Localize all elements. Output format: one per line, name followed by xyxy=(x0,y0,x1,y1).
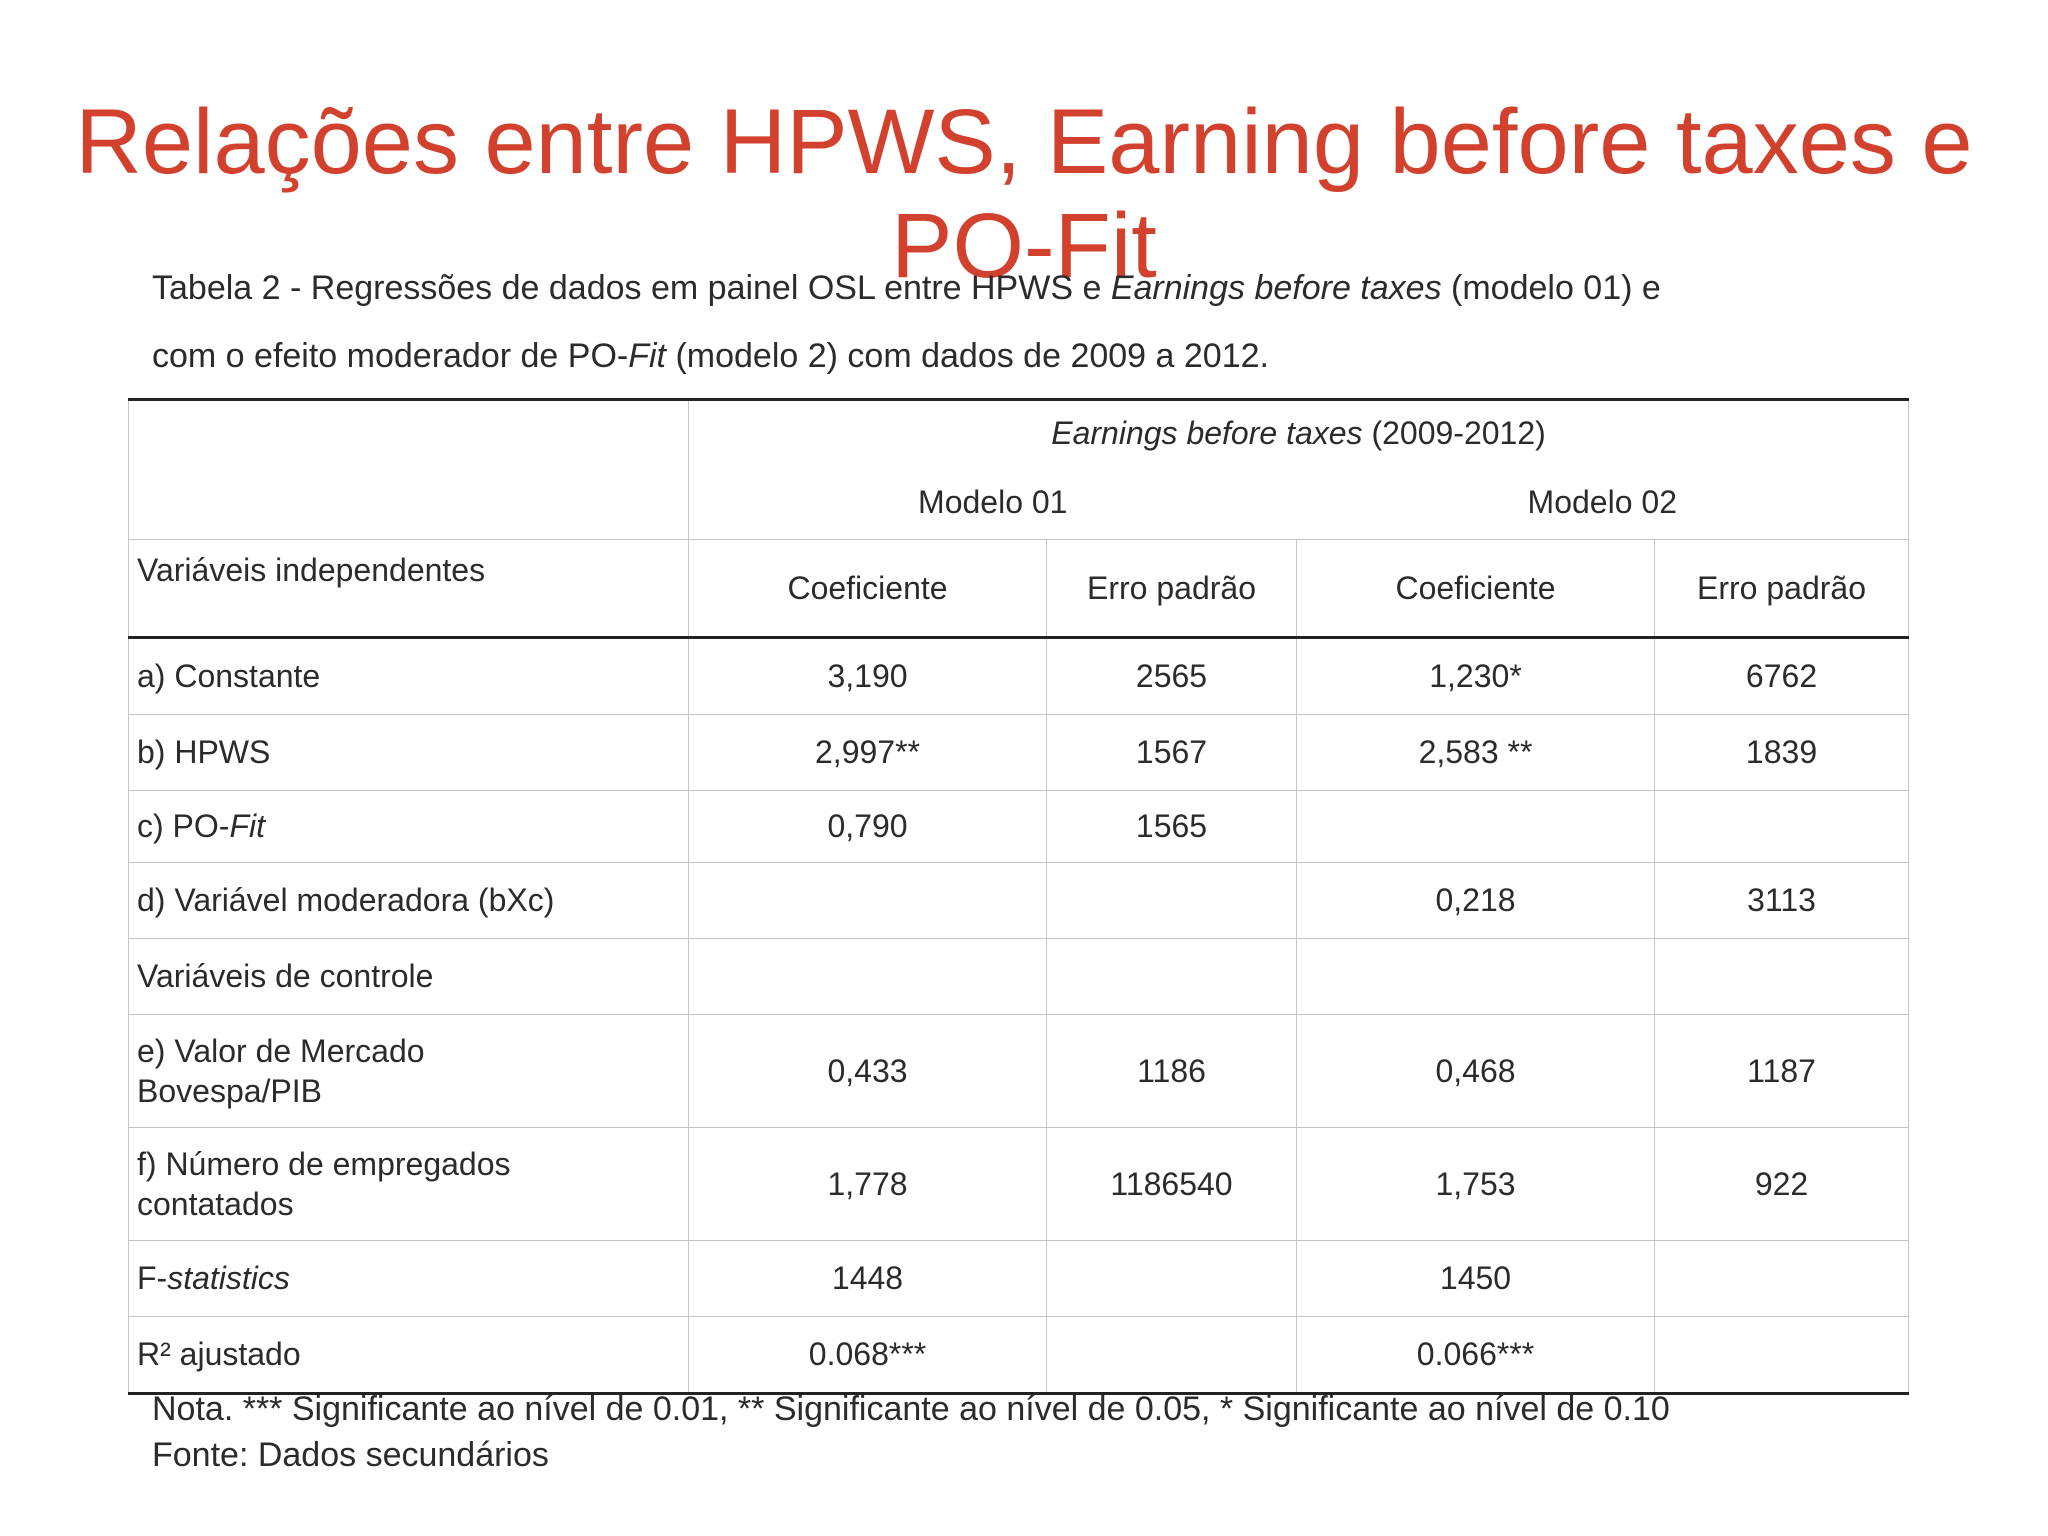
cell-coef-1: 2,997** xyxy=(689,715,1047,791)
table-row xyxy=(129,1128,1909,1241)
col-header-err-1: Erro padrão xyxy=(1047,540,1297,638)
cell-coef-2: 1,753 xyxy=(1297,1128,1655,1241)
cell-err-2 xyxy=(1655,791,1909,863)
cell-coef-2: 1,230* xyxy=(1297,638,1655,715)
cell-err-1: 2565 xyxy=(1047,638,1297,715)
cell-err-2 xyxy=(1655,939,1909,1015)
row-label: d) Variável moderadora (bXc) xyxy=(129,863,689,939)
row-label: f) Número de empregados contatados xyxy=(129,1128,689,1241)
caption-line-1: Tabela 2 - Regressões de dados em painel OSL entre HPWS e Earnings before taxes (modelo 01) e xyxy=(152,269,1661,307)
table-row xyxy=(129,939,1909,1015)
cell-coef-1: 1,778 xyxy=(689,1128,1047,1241)
model-02-header: Modelo 02 xyxy=(1297,465,1909,540)
cell-err-1: 1565 xyxy=(1047,791,1297,863)
col-header-variables: Variáveis independentes xyxy=(129,540,689,638)
table-caption xyxy=(152,254,1972,390)
row-label: F-statistics xyxy=(129,1241,689,1317)
row-label: Variáveis de controle xyxy=(129,939,689,1015)
cell-coef-2: 0,218 xyxy=(1297,863,1655,939)
cell-coef-1: 0,433 xyxy=(689,1015,1047,1128)
table-row xyxy=(129,715,1909,791)
cell-coef-1: 3,190 xyxy=(689,638,1047,715)
cell-err-2 xyxy=(1655,1317,1909,1394)
cell-err-1: 1567 xyxy=(1047,715,1297,791)
cell-err-2: 922 xyxy=(1655,1128,1909,1241)
cell-err-1: 1186 xyxy=(1047,1015,1297,1128)
cell-coef-2: 1450 xyxy=(1297,1241,1655,1317)
table-row xyxy=(129,791,1909,863)
header-row-span xyxy=(129,400,1909,466)
cell-coef-2 xyxy=(1297,939,1655,1015)
header-empty-cell xyxy=(129,400,689,540)
regression-table xyxy=(128,398,1909,1395)
col-header-coef-1: Coeficiente xyxy=(689,540,1047,638)
cell-err-1 xyxy=(1047,939,1297,1015)
caption-line-2: com o efeito moderador de PO-Fit (modelo 2) com dados de 2009 a 2012. xyxy=(152,337,1269,375)
cell-coef-1 xyxy=(689,863,1047,939)
cell-err-2: 1187 xyxy=(1655,1015,1909,1128)
col-header-err-2: Erro padrão xyxy=(1655,540,1909,638)
slide-title-line-1: Relações entre HPWS, Earning before taxes e xyxy=(75,90,1973,193)
cell-err-1 xyxy=(1047,1317,1297,1394)
row-label: a) Constante xyxy=(129,638,689,715)
table-row xyxy=(129,863,1909,939)
col-header-coef-2: Coeficiente xyxy=(1297,540,1655,638)
table-row xyxy=(129,1317,1909,1394)
table-row xyxy=(129,1241,1909,1317)
cell-coef-1: 1448 xyxy=(689,1241,1047,1317)
table-row xyxy=(129,1015,1909,1128)
cell-coef-2: 0,468 xyxy=(1297,1015,1655,1128)
note-significance: Nota. *** Significante ao nível de 0.01, ** Significante ao nível de 0.05, * Significante ao nível de 0.10 xyxy=(152,1390,1670,1428)
cell-coef-1: 0,790 xyxy=(689,791,1047,863)
header-row-columns xyxy=(129,540,1909,638)
span-header-earnings: Earnings before taxes (2009-2012) xyxy=(689,400,1909,466)
cell-coef-2: 2,583 ** xyxy=(1297,715,1655,791)
model-01-header: Modelo 01 xyxy=(689,465,1297,540)
slide-title-line-2: PO-Fit xyxy=(891,194,1157,297)
cell-err-2: 6762 xyxy=(1655,638,1909,715)
cell-err-2: 1839 xyxy=(1655,715,1909,791)
cell-coef-2 xyxy=(1297,791,1655,863)
cell-err-1 xyxy=(1047,863,1297,939)
table-note xyxy=(152,1386,1670,1478)
table-row xyxy=(129,638,1909,715)
cell-coef-2: 0.066*** xyxy=(1297,1317,1655,1394)
row-label: c) PO-Fit xyxy=(129,791,689,863)
cell-err-2: 3113 xyxy=(1655,863,1909,939)
cell-err-1: 1186540 xyxy=(1047,1128,1297,1241)
row-label: b) HPWS xyxy=(129,715,689,791)
cell-coef-1: 0.068*** xyxy=(689,1317,1047,1394)
cell-err-2 xyxy=(1655,1241,1909,1317)
note-source: Fonte: Dados secundários xyxy=(152,1436,549,1474)
row-label: e) Valor de Mercado Bovespa/PIB xyxy=(129,1015,689,1128)
cell-err-1 xyxy=(1047,1241,1297,1317)
row-label: R² ajustado xyxy=(129,1317,689,1394)
cell-coef-1 xyxy=(689,939,1047,1015)
